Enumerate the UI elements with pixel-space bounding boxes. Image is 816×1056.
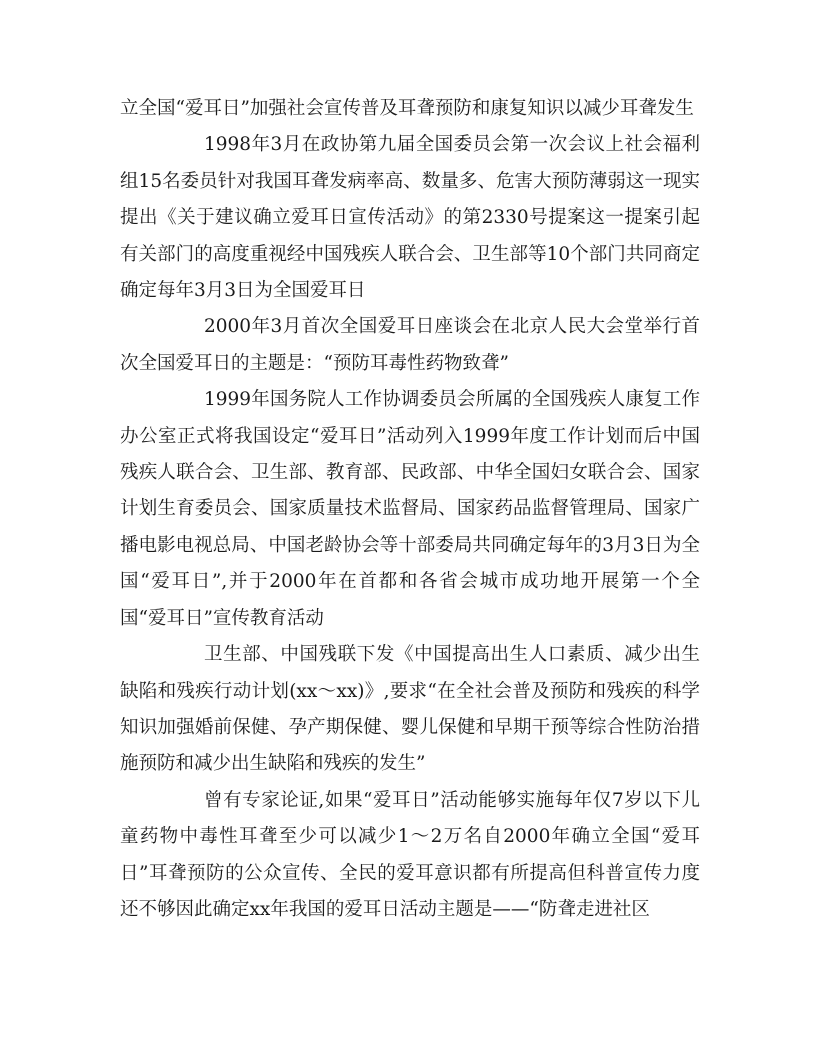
paragraph-6: 曾有专家论证,如果“爱耳日”活动能够实施每年仅7岁以下儿童药物中毒性耳聋至少可以减少1～2万名自2000年确立全国“爱耳日”耳聋预防的公众宣传、全民的爱耳意识都有所提高但科普宣传力度还不够因此确定xx年我国的爱耳日活动主题是——“防聋走进社区 — [120, 789, 700, 920]
paragraph-5: 卫生部、中国残联下发《中国提高出生人口素质、减少出生缺陷和残疾行动计划(xx～xx)》,要求“在全社会普及预防和残疾的科学知识加强婚前保健、孕产期保健、婴儿保健和早期干预等综合性防治措施预防和减少出生缺陷和残疾的发生” — [120, 644, 700, 775]
document-body — [120, 91, 700, 928]
paragraph-1: 立全国“爱耳日”加强社会宣传普及耳聋预防和康复知识以减少耳聋发生 — [120, 98, 694, 119]
paragraph-4: 1999年国务院人工作协调委员会所属的全国残疾人康复工作办公室正式将我国设定“爱耳日”活动列入1999年度工作计划而后中国残疾人联合会、卫生部、教育部、民政部、中华全国妇女联合会、国家计划生育委员会、国家质量技术监督局、国家药品监督管理局、国家广播电影电视总局、中国老龄协会等十部委局共同确定每年的3月3日为全国“爱耳日”,并于2000年在首都和各省会城市成功地开展第一个全国“爱耳日”宣传教育活动 — [120, 389, 700, 629]
paragraph-2: 1998年3月在政协第九届全国委员会第一次会议上社会福利组15名委员针对我国耳聋发病率高、数量多、危害大预防薄弱这一现实提出《关于建议确立爱耳日宣传活动》的第2330号提案这一提案引起有关部门的高度重视经中国残疾人联合会、卫生部等10个部门共同商定确定每年3月3日为全国爱耳日 — [120, 134, 700, 302]
paragraph-3: 2000年3月首次全国爱耳日座谈会在北京人民大会堂举行首次全国爱耳日的主题是：“预防耳毒性药物致聋” — [120, 316, 700, 374]
